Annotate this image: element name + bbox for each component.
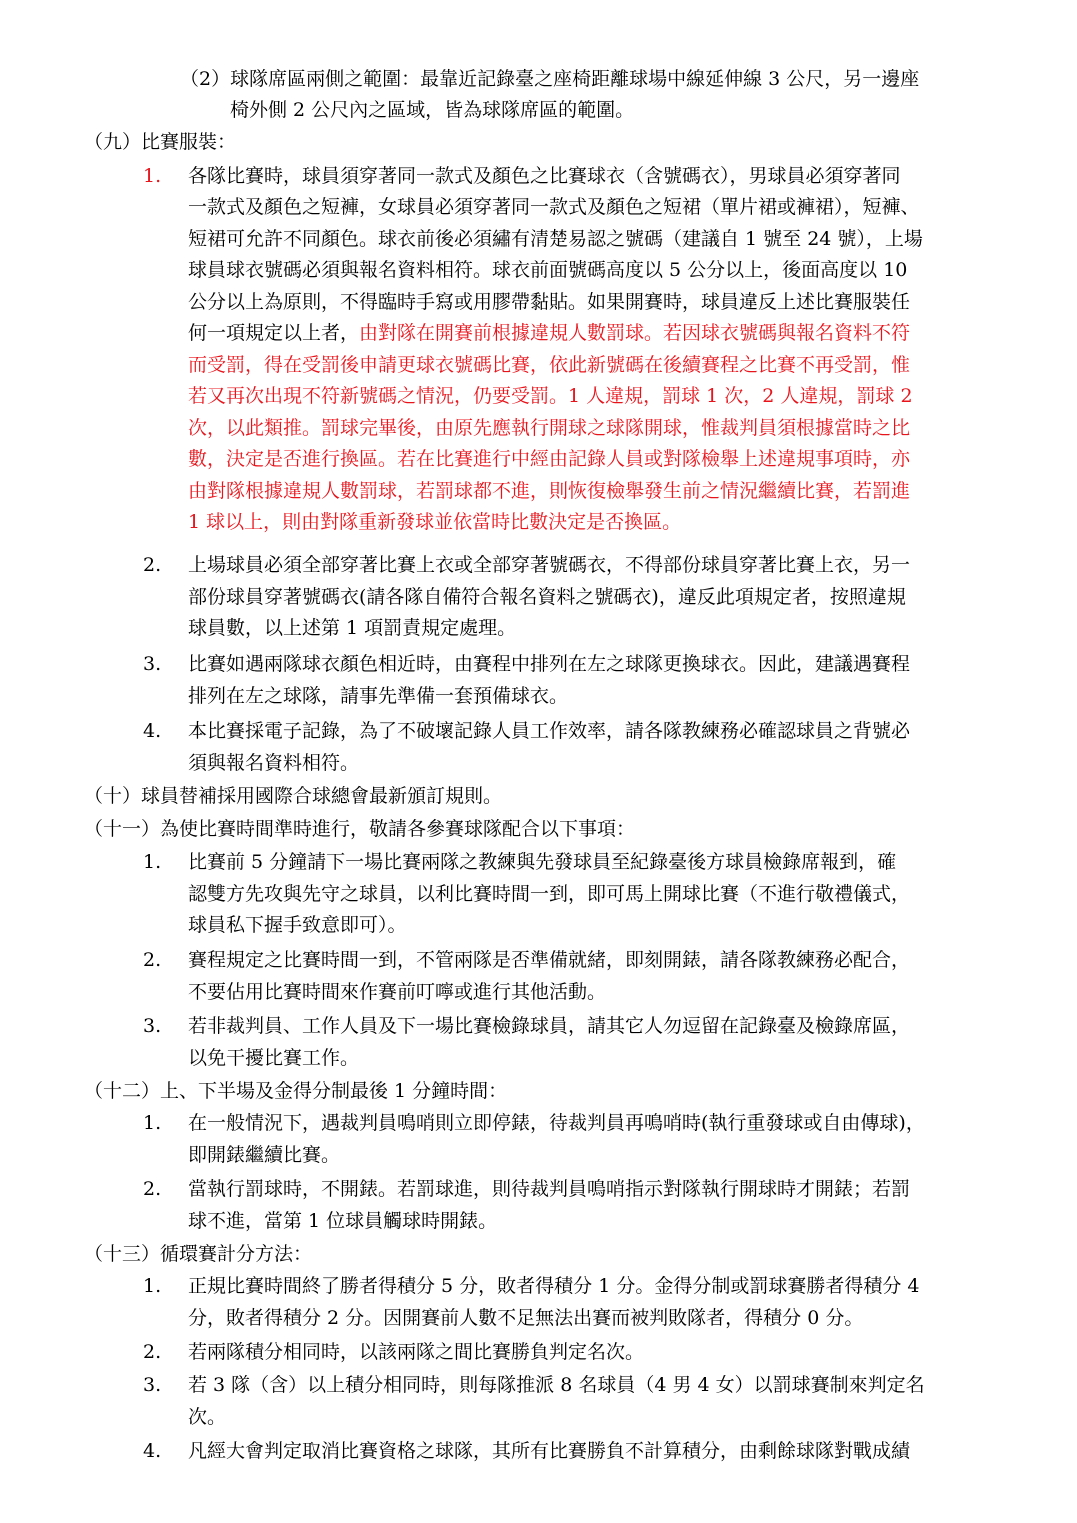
section-11-item-1-line-1: 比賽前 5 分鐘請下一場比賽兩隊之教練與先發球員至紀錄臺後方球員檢錄席報到，確 [188, 851, 897, 873]
section-11-item-1-line-2: 認雙方先攻與先守之球員，以利比賽時間一到，即可馬上開球比賽（不進行敬禮儀式， [188, 883, 911, 905]
section-12-item-2-line-2: 球不進，當第 1 位球員觸球時開錶。 [188, 1210, 498, 1232]
section-13-item-1-line-2: 分，敗者得積分 2 分。因開賽前人數不足無法出賽而被判敗隊者，得積分 0 分。 [188, 1307, 864, 1329]
section-12-item-1-line-2: 即開錶繼續比賽。 [188, 1144, 341, 1166]
section-9-item-3-number: 3. [143, 653, 162, 675]
section-9-item-2-number: 2. [143, 554, 162, 576]
section-11-item-2-line-1: 賽程規定之比賽時間一到，不管兩隊是否準備就緒，即刻開錶，請各隊教練務必配合， [188, 949, 911, 971]
section-13-heading: （十三）循環賽計分方法： [84, 1243, 313, 1265]
section-9-heading: （九）比賽服裝： [84, 131, 237, 153]
section-11-heading: （十一）為使比賽時間準時進行，敬請各參賽球隊配合以下事項： [84, 818, 636, 840]
section-13-item-1-line-1: 正規比賽時間終了勝者得積分 5 分，敗者得積分 1 分。金得分制或罰球賽勝者得積分 4 [188, 1275, 920, 1297]
section-9-item-1-line-6-red: 由對隊在開賽前根據違規人數罰球。若因球衣號碼與報名資料不符 [359, 322, 911, 344]
section-9-item-2-line-1: 上場球員必須全部穿著比賽上衣或全部穿著號碼衣，不得部份球員穿著比賽上衣，另一 [188, 554, 911, 576]
section-13-item-2-line-1: 若兩隊積分相同時，以該兩隊之間比賽勝負判定名次。 [188, 1341, 645, 1363]
section-12-item-1-number: 1. [143, 1112, 162, 1134]
section-9-item-1-line-6-black: 何一項規定以上者， [188, 322, 360, 344]
section-9-item-4-line-2: 須與報名資料相符。 [188, 752, 360, 774]
section-9-item-1-line-12: 1 球以上，則由對隊重新發球並依當時比數決定是否換區。 [188, 511, 682, 533]
section-9-item-1-line-7: 而受罰，得在受罰後申請更球衣號碼比賽，依此新號碼在後續賽程之比賽不再受罰，惟 [188, 354, 911, 376]
section-9-item-1-number: 1. [143, 165, 162, 187]
section-12-item-2-line-1: 當執行罰球時，不開錶。若罰球進，則待裁判員鳴哨指示對隊執行開球時才開錶；若罰 [188, 1178, 911, 1200]
section-13-item-3-line-1: 若 3 隊（含）以上積分相同時，則每隊推派 8 名球員（4 男 4 女）以罰球賽制來判定名 [188, 1374, 925, 1396]
section-11-item-1-line-3: 球員私下握手致意即可）。 [188, 914, 407, 936]
section-10-heading: （十）球員替補採用國際合球總會最新頒訂規則。 [84, 785, 503, 807]
section-13-item-1-number: 1. [143, 1275, 162, 1297]
section-9-item-2-line-3: 球員數，以上述第 1 項罰責規定處理。 [188, 617, 517, 639]
section-11-item-2-number: 2. [143, 949, 162, 971]
section-8-item-2-line-1: （2）球隊席區兩側之範圍：最靠近記錄臺之座椅距離球場中線延伸線 3 公尺，另一邊座 [180, 68, 920, 90]
section-9-item-1-line-9: 次，以此類推。罰球完畢後，由原先應執行開球之球隊開球，惟裁判員須根據當時之比 [188, 417, 911, 439]
section-9-item-1-line-10: 數，決定是否進行換區。若在比賽進行中經由記錄人員或對隊檢舉上述違規事項時，亦 [188, 448, 911, 470]
section-9-item-3-line-2: 排列在左之球隊，請事先準備一套預備球衣。 [188, 685, 569, 707]
section-11-item-3-line-1: 若非裁判員、工作人員及下一場比賽檢錄球員，請其它人勿逗留在記錄臺及檢錄席區， [188, 1015, 911, 1037]
section-13-item-3-number: 3. [143, 1374, 162, 1396]
section-13-item-3-line-2: 次。 [188, 1406, 227, 1428]
section-9-item-4-number: 4. [143, 720, 162, 742]
section-9-item-1-line-6 [188, 318, 910, 348]
section-11-item-1-number: 1. [143, 851, 162, 873]
section-8-item-2-line-2: 椅外側 2 公尺內之區域，皆為球隊席區的範圍。 [230, 99, 635, 121]
section-9-item-1-line-1: 各隊比賽時，球員須穿著同一款式及顏色之比賽球衣（含號碼衣），男球員必須穿著同 [188, 165, 901, 187]
section-12-item-2-number: 2. [143, 1178, 162, 1200]
section-9-item-1-line-11: 由對隊根據違規人數罰球，若罰球都不進，則恢復檢舉發生前之情況繼續比賽，若罰進 [188, 480, 911, 502]
section-11-item-2-line-2: 不要佔用比賽時間來作賽前叮嚀或進行其他活動。 [188, 981, 607, 1003]
section-13-item-4-number: 4. [143, 1440, 162, 1462]
section-9-item-1-line-4: 球員球衣號碼必須與報名資料相符。球衣前面號碼高度以 5 公分以上，後面高度以 10 [188, 259, 908, 281]
section-9-item-3-line-1: 比賽如遇兩隊球衣顏色相近時，由賽程中排列在左之球隊更換球衣。因此，建議遇賽程 [188, 653, 911, 675]
section-9-item-1-line-2: 一款式及顏色之短褲，女球員必須穿著同一款式及顏色之短裙（單片裙或褲裙），短褲、 [188, 196, 920, 218]
section-9-item-1-line-3: 短裙可允許不同顏色。球衣前後必須繡有清楚易認之號碼（建議自 1 號至 24 號），上場 [188, 228, 923, 250]
section-12-item-1-line-1: 在一般情況下，遇裁判員鳴哨則立即停錶，待裁判員再鳴哨時(執行重發球或自由傳球)， [188, 1112, 925, 1134]
section-9-item-4-line-1: 本比賽採電子記錄，為了不破壞記錄人員工作效率，請各隊教練務必確認球員之背號必 [188, 720, 911, 742]
section-9-item-1-line-8: 若又再次出現不符新號碼之情況，仍要受罰。1 人違規，罰球 1 次，2 人違規，罰球 2 [188, 385, 913, 407]
section-12-heading: （十二）上、下半場及金得分制最後 1 分鐘時間： [84, 1080, 508, 1102]
section-11-item-3-line-2: 以免干擾比賽工作。 [188, 1047, 360, 1069]
section-13-item-2-number: 2. [143, 1341, 162, 1363]
section-13-item-4-line-1: 凡經大會判定取消比賽資格之球隊，其所有比賽勝負不計算積分，由剩餘球隊對戰成績 [188, 1440, 911, 1462]
section-11-item-3-number: 3. [143, 1015, 162, 1037]
section-9-item-1-line-5: 公分以上為原則，不得臨時手寫或用膠帶黏貼。如果開賽時，球員違反上述比賽服裝任 [188, 291, 911, 313]
section-9-item-2-line-2: 部份球員穿著號碼衣(請各隊自備符合報名資料之號碼衣)，違反此項規定者，按照違規 [188, 586, 906, 608]
